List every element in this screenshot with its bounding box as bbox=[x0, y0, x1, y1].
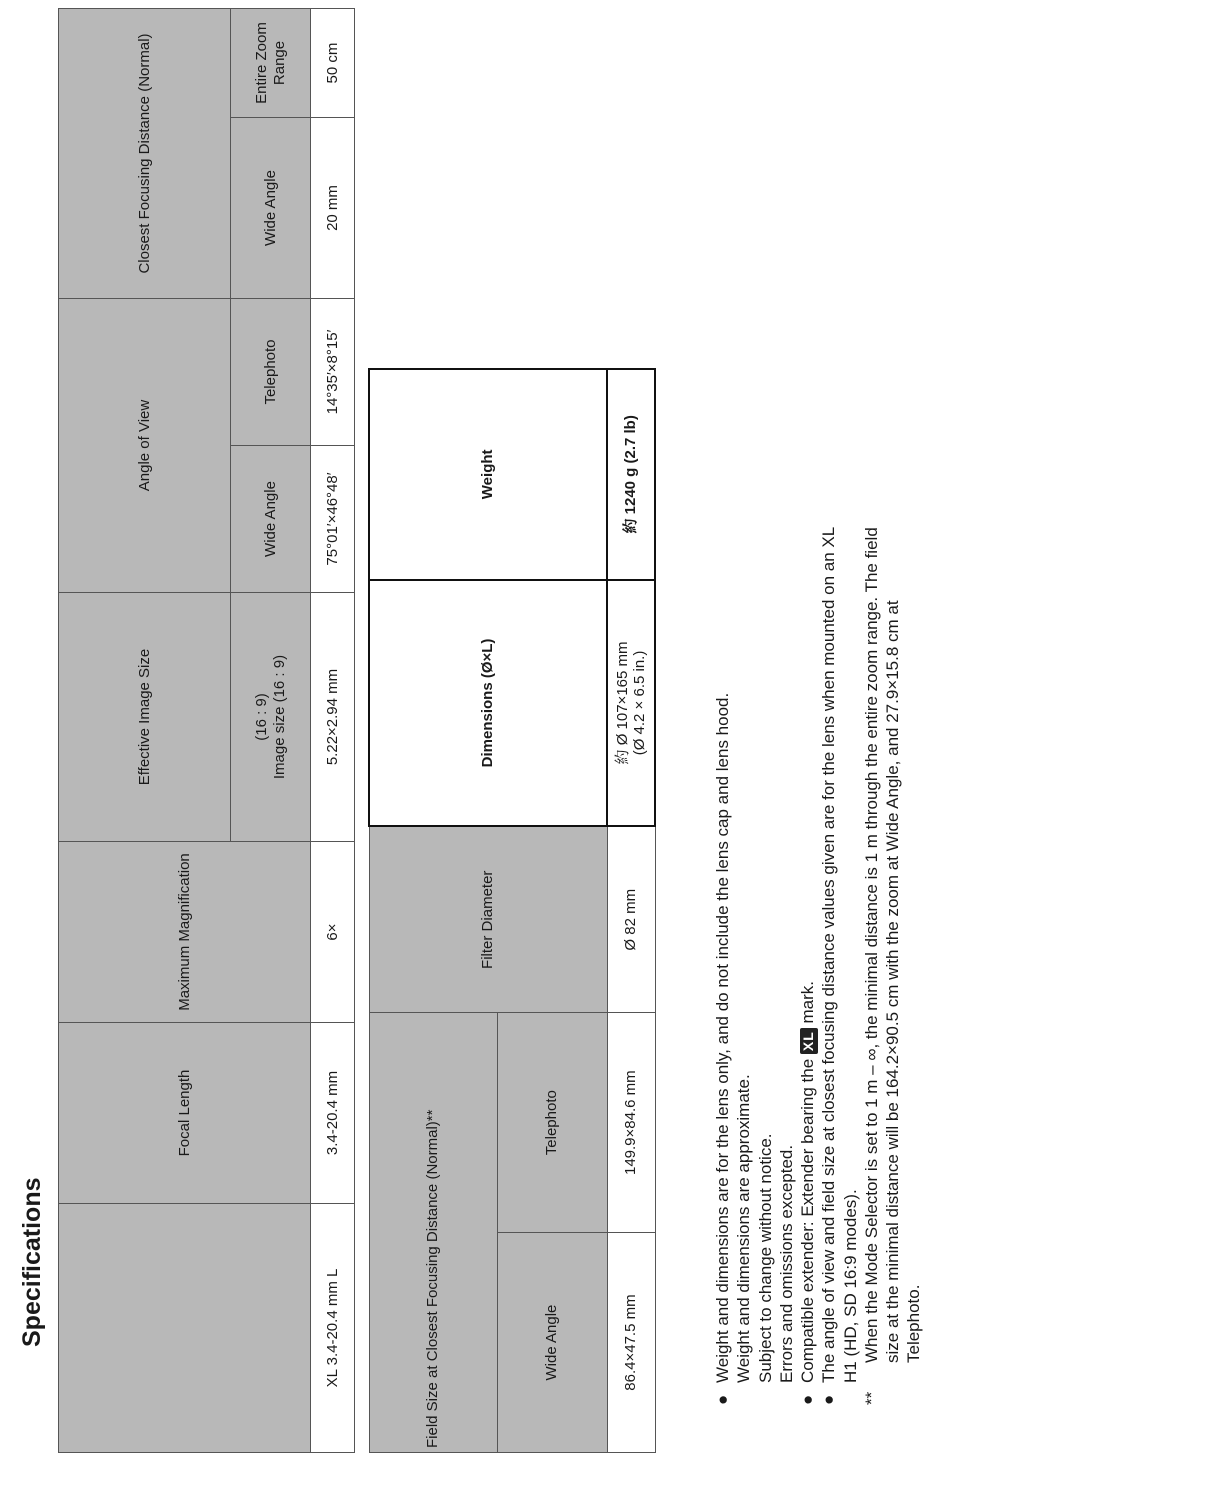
header-closest-focusing: Closest Focusing Distance (Normal) bbox=[59, 9, 231, 299]
note-text: Compatible extender: Extender bearing the bbox=[798, 1058, 817, 1383]
note-text: The angle of view and field size at closest focusing distance values given are for the lens when mounted on an XL H1 (HD, SD 16:9 modes). bbox=[819, 527, 860, 1383]
header-fs-tele: Telephoto bbox=[497, 1013, 607, 1233]
header-effective-image-size: Effective Image Size bbox=[59, 593, 231, 842]
header-dimensions: Dimensions (Ø×L) bbox=[369, 580, 607, 827]
cell-aov-wide: 75°01′×46°48′ bbox=[311, 446, 355, 593]
note-item bbox=[755, 525, 776, 1405]
cell-dimensions bbox=[607, 580, 655, 827]
note-item bbox=[712, 525, 733, 1405]
note-item bbox=[818, 525, 861, 1405]
note-text: Weight and dimensions are approximate. bbox=[734, 1074, 754, 1383]
cell-aov-tele: 14°35′×8°15′ bbox=[311, 299, 355, 446]
note-item bbox=[733, 525, 754, 1405]
header-image-size-16-9 bbox=[231, 593, 311, 842]
cell-cf-wide: 20 mm bbox=[311, 118, 355, 299]
dimensions-imperial: (Ø 4.2 × 6.5 in.) bbox=[631, 650, 648, 756]
header-max-magnification: Maximum Magnification bbox=[59, 842, 311, 1023]
bullet-icon: ● bbox=[713, 1394, 732, 1405]
note-text: mark. bbox=[798, 980, 817, 1024]
note-text: When the Mode Selector is set to 1 m – ∞, the minimal distance is 1 m through the entire zoom range. The field size at the minimal distance will be 164.2×90.5 cm with the zoom at Wide Angle, and 27.9×15.8 cm at Telephoto. bbox=[861, 527, 924, 1363]
cell-cf-zoom: 50 cm bbox=[311, 9, 355, 118]
image-size-label: Image size (16 : 9) bbox=[270, 654, 288, 780]
note-text: Errors and omissions excepted. bbox=[776, 1144, 796, 1383]
cell-fs-wide: 86.4×47.5 mm bbox=[607, 1233, 655, 1453]
cell-max-mag: 6× bbox=[311, 842, 355, 1023]
note-text: Weight and dimensions are for the lens only, and do not include the lens cap and lens hood. bbox=[713, 692, 732, 1383]
specs-table-main bbox=[58, 8, 355, 1453]
header-cf-zoom: Entire Zoom Range bbox=[231, 9, 311, 118]
image-size-ratio: (16 : 9) bbox=[253, 693, 271, 741]
cell-fs-tele: 149.9×84.6 mm bbox=[607, 1013, 655, 1233]
cell-filter: Ø 82 mm bbox=[607, 826, 655, 1012]
cell-image-size: 5.22×2.94 mm bbox=[311, 593, 355, 842]
dimensions-metric: 約 Ø 107×165 mm bbox=[613, 641, 631, 765]
table-row bbox=[311, 9, 355, 1453]
table-row bbox=[607, 369, 655, 1453]
xl-mark-icon: XL bbox=[800, 1028, 818, 1054]
note-text: Subject to change without notice. bbox=[755, 1133, 775, 1383]
header-aov-tele: Telephoto bbox=[231, 299, 311, 446]
double-star-icon: ** bbox=[861, 1391, 881, 1405]
header-fs-wide: Wide Angle bbox=[497, 1233, 607, 1453]
note-item bbox=[797, 525, 818, 1405]
bullet-icon: ● bbox=[819, 1394, 839, 1405]
header-aov-wide: Wide Angle bbox=[231, 446, 311, 593]
header-filter-diameter: Filter Diameter bbox=[369, 826, 607, 1012]
note-item bbox=[776, 525, 797, 1405]
header-field-size: Field Size at Closest Focusing Distance (Normal)** bbox=[369, 1013, 497, 1453]
notes-list bbox=[712, 525, 925, 1405]
cell-model: XL 3.4-20.4 mm L bbox=[311, 1204, 355, 1453]
specs-table-secondary bbox=[368, 368, 656, 1453]
cell-weight: 約 1240 g (2.7 lb) bbox=[607, 369, 655, 580]
page-title: Specifications bbox=[18, 1177, 46, 1347]
bullet-icon: ● bbox=[798, 1394, 817, 1405]
note-item bbox=[861, 525, 925, 1405]
cell-focal-length: 3.4-20.4 mm bbox=[311, 1023, 355, 1204]
empty-header-cell bbox=[59, 1204, 311, 1453]
header-weight: Weight bbox=[369, 369, 607, 580]
header-focal-length: Focal Length bbox=[59, 1023, 311, 1204]
header-angle-of-view: Angle of View bbox=[59, 299, 231, 593]
header-cf-wide: Wide Angle bbox=[231, 118, 311, 299]
